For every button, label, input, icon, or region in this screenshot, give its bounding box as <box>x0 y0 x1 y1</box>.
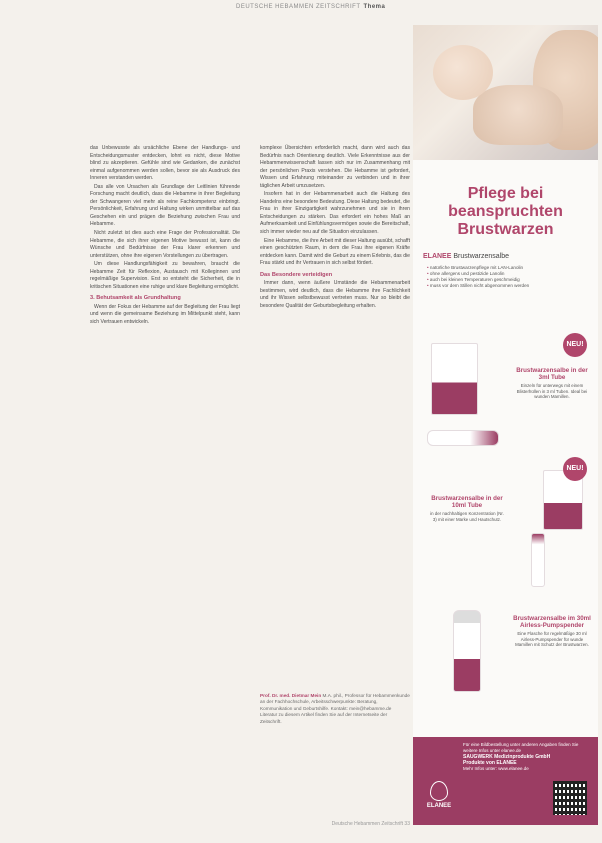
brand-product: Brustwarzensalbe <box>453 253 509 260</box>
paragraph: das Unbewusste als ursächliche Ebene der Handlungs- und Entscheidungsmuster entdecken, lohnt es nicht, diese Motive blind zu akzeptieren. Gefühle sind wie Gedanken, die zunächst einmal aufgenommen werden sollen, bevor sie als Ausdruck des Inneren verstanden werden. <box>90 145 240 182</box>
page-header <box>236 4 396 18</box>
footer-company: SAUGWERK Medizinprodukte GmbH <box>463 754 551 760</box>
bullet-item: • auch bei kleinen Temperaturen geschmeidig <box>427 277 592 283</box>
author-box <box>260 693 410 725</box>
product-label-10ml <box>428 495 506 522</box>
paragraph: Nicht zuletzt ist dies auch eine Frage der Professionalität. Die Hebamme, die sich ihrer eigenen Motive bewusst ist, kann die Wünsche und Bedürfnisse der Frau klarer erkennen und unterstützen, ohne ihre eigenen Vorstellungen zu übertragen. <box>90 230 240 259</box>
journal-name: DEUTSCHE HEBAMMEN ZEITSCHRIFT <box>236 4 361 10</box>
headline-line: Brustwarzen <box>457 221 554 238</box>
author-bio: M.A. phil., Professor für Hebammenkunde an der Fachhochschule, Arbeitsschwerpunkte: Beratung, Kommunikation und Geburtshilfe. Kontakt: mein@hebamme.de <box>260 693 410 711</box>
article-column-left <box>90 145 240 328</box>
paragraph: Um diese Handlungsfähigkeit zu bewahren, braucht die Hebamme Zeit für Reflexion, Austausch mit Kolleginnen und regelmäßige Supervision. Erst so entsteht die Sicherheit, die in kritischen Situationen eine ruhige und klare Begleitung ermöglicht. <box>90 261 240 290</box>
headline-line: Pflege bei <box>467 185 544 202</box>
ad-bullet-list <box>427 265 592 289</box>
product-tube-3ml <box>427 430 499 446</box>
ad-footer-info <box>463 742 583 772</box>
product-label-30ml <box>513 615 591 648</box>
headline-line: beanspruchten <box>448 203 563 220</box>
footer-text: Für eine Bildbestellung unter anderen Angaben finden Sie weitere Infos unter elanee.de <box>463 742 579 753</box>
new-badge: NEU! <box>563 457 587 481</box>
paragraph: komplexe Übersichten erforderlich macht, dann wird auch das Bedürfnis nach Orientierung deutlich. Viele Erkenntnisse aus der Hebammenwissenschaft lassen sich nur im Zusammenhang mit der persönlichen Praxis verstehen. Die Hebamme ist gefordert, Wissen und Erfahrung miteinander zu verbinden und in ihrer täglichen Arbeit umzusetzen. <box>260 145 410 189</box>
brand-name: ELANEE <box>423 253 452 260</box>
paragraph: Eine Hebamme, die ihre Arbeit mit dieser Haltung ausübt, schafft einen geschützten Raum, in dem die Frau ihre eigenen Kräfte entdecken kann. Damit wird die Geburt zu einem Erlebnis, das die Frau stärkt und ihr Vertrauen in sich selbst fördert. <box>260 237 411 267</box>
product-desc: in der nachhaltigen Konzentration (Nr. 3) mit einer Marke und Hautschutz. <box>430 511 504 522</box>
product-bottle-30ml <box>453 610 481 692</box>
author-name: Prof. Dr. med. Dietmar Mein <box>260 693 322 698</box>
product-label-3ml <box>513 367 591 400</box>
baby-body-shape <box>473 85 563 145</box>
paragraph: Das alle von Ursachen als Grundlage der Leitlinien führende Forschung macht deutlich, dass die Hebamme in ihrer Begleitung der Schwangeren viel mehr als reine Fachkompetenz einbringt. Persönlichkeit, Erfahrung und Haltung wirken unmittelbar auf das Geschehen ein und prägen die Beziehung zwischen Frau und Hebamme. <box>90 183 240 228</box>
bullet-item: • muss vor dem Stillen nicht abgenommen werden <box>427 283 592 289</box>
product-tube-10ml <box>531 533 545 587</box>
bullet-item: • ohne allergens und pestizide Lanolin <box>427 271 592 277</box>
product-title: Brustwarzensalbe im 30ml Airless-Pumpspender <box>513 615 591 629</box>
new-badge: NEU! <box>563 333 587 357</box>
ad-headline <box>413 185 598 239</box>
elanee-logo <box>421 781 457 811</box>
article-column-right <box>260 145 410 311</box>
baby-head-shape <box>433 45 493 100</box>
product-title: Brustwarzensalbe in der 10ml Tube <box>431 495 503 509</box>
advertisement <box>413 25 598 825</box>
product-box-3ml <box>431 343 478 415</box>
ad-footer-band <box>413 737 598 825</box>
product-desc: Einzeln für unterwegs mit einem Blisterhüllen in 3 ml Tuben. Ideal bei wunden Mamillen. <box>516 383 588 400</box>
bullet-item: • natürliche Brustwarzenpflege mit LAN-Lanolin <box>427 265 592 271</box>
paragraph: Insofern hat in der Hebammenarbeit auch die Haltung des Handelns eine besondere Bedeutung. Diese Haltung bedeutet, die Frau in ihrer Einzigartigkeit wahrzunehmen und sie in ihren Entscheidungen zu stärken. Das erfordert ein hohes Maß an Aufmerksamkeit und Einfühlungsvermögen sowie die Bereitschaft, sich immer wieder neu auf die Situation einzulassen. <box>260 191 410 236</box>
drop-icon <box>430 781 448 801</box>
ad-brandline <box>423 253 509 260</box>
section-heading: Das Besondere verteidigen <box>260 271 333 278</box>
section-heading: 3. Behutsamkeit als Grundhaltung <box>90 295 181 302</box>
author-note: Literatur zu diesem Artikel finden Sie auf der Internetseite der Zeitschrift. <box>260 712 388 724</box>
product-desc: Eine Flasche für regelmäßige 30 ml Airless-Pumpspender für wunde Mamillen mit Schutz der Brustwarzen. <box>515 631 589 648</box>
paragraph: Immer dann, wenn äußere Umstände die Hebammenarbeit bestimmen, wird deutlich, dass die Hebamme ihre Fachlichkeit und ihr Wissen selbstbewusst vertreten muss. Nur so bleibt die besondere Qualität der Geburtsbegleitung erhalten. <box>260 280 410 309</box>
page-footer: Deutsche Hebammen Zeitschrift 33 <box>331 821 410 827</box>
section-label: Thema <box>363 4 386 10</box>
logo-text: ELANEE <box>426 803 452 809</box>
footer-cta: Produkte von ELANEE <box>463 760 517 766</box>
product-title: Brustwarzensalbe in der 3ml Tube <box>516 367 588 381</box>
ad-photo-mother-baby <box>413 25 598 160</box>
footer-web[interactable]: Mehr Infos unter: www.elanee.de <box>463 766 529 771</box>
qr-code-icon[interactable] <box>553 781 587 815</box>
paragraph: Wenn der Fokus der Hebamme auf der Begleitung der Frau liegt und wenn die gemeinsame Beziehung im Mittelpunkt steht, kann sich Vertrauen entwickeln. <box>90 303 240 326</box>
